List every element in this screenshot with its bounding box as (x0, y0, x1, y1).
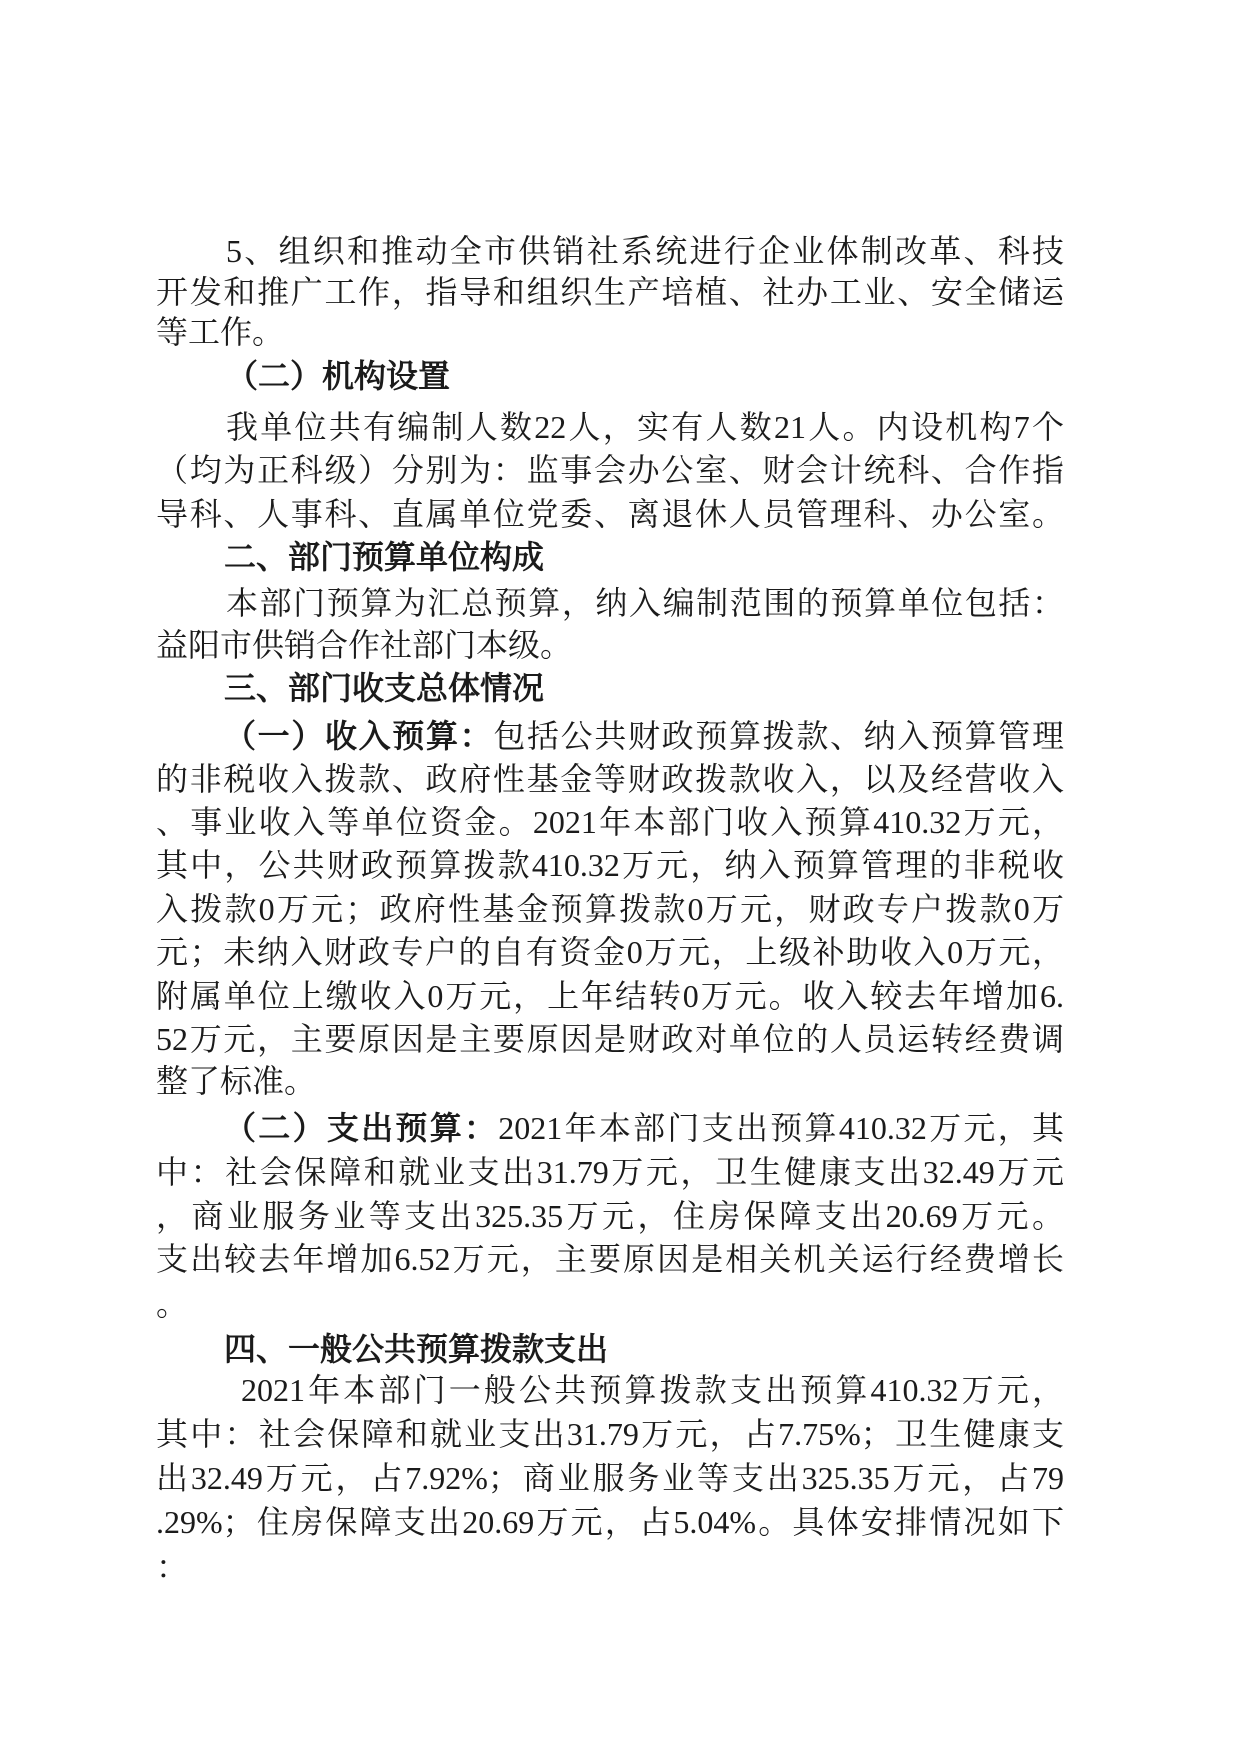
revenue-paragraph-line: 元；未纳入财政专户的自有资金0万元，上级补助收入0万元， (156, 934, 1064, 970)
general-budget-paragraph-line: .29%；住房保障支出20.69万元，占5.04%。具体安排情况如下 (156, 1504, 1064, 1540)
expenditure-text: 2021年本部门支出预算410.32万元，其 (498, 1110, 1064, 1146)
revenue-paragraph-line: 52万元，主要原因是主要原因是财政对单位的人员运转经费调 (156, 1021, 1064, 1057)
institution-paragraph-line: 导科、人事科、直属单位党委、离退休人员管理科、办公室。 (156, 496, 1064, 532)
expenditure-paragraph-line: 中：社会保障和就业支出31.79万元，卫生健康支出32.49万元 (156, 1154, 1064, 1190)
heading-general-public-budget-expenditure: 四、一般公共预算拨款支出 (224, 1331, 609, 1367)
revenue-paragraph-line (224, 714, 1064, 758)
revenue-paragraph-line: 整了标准。 (156, 1063, 317, 1099)
heading-overall-revenue-expenditure: 三、部门收支总体情况 (224, 670, 545, 706)
revenue-paragraph-line: 其中，公共财政预算拨款410.32万元，纳入预算管理的非税收 (156, 847, 1064, 883)
duty-item-5-line: 等工作。 (156, 314, 285, 350)
expenditure-paragraph-line: 支出较去年增加6.52万元，主要原因是相关机关运行经费增长 (156, 1241, 1064, 1277)
general-budget-paragraph-line: 出32.49万元，占7.92%；商业服务业等支出325.35万元，占79 (156, 1460, 1064, 1496)
revenue-text: 包括公共财政预算拨款、纳入预算管理 (493, 718, 1064, 754)
general-budget-paragraph-line: 2021年本部门一般公共预算拨款支出预算410.32万元， (241, 1372, 1064, 1408)
institution-paragraph-line: 我单位共有编制人数22人，实有人数21人。内设机构7个 (226, 409, 1064, 445)
heading-institution-setup: （二）机构设置 (226, 358, 451, 394)
institution-paragraph-line: （均为正科级）分别为：监事会办公室、财会计统科、合作指 (156, 452, 1064, 488)
expenditure-paragraph-line: ，商业服务业等支出325.35万元，住房保障支出20.69万元。 (156, 1198, 1064, 1234)
expenditure-paragraph-line (224, 1106, 1064, 1150)
general-budget-paragraph-line: 其中：社会保障和就业支出31.79万元，占7.75%；卫生健康支 (156, 1416, 1064, 1452)
duty-item-5-line: 开发和推广工作，指导和组织生产培植、社办工业、安全储运 (156, 274, 1064, 310)
general-budget-paragraph-line: ： (156, 1549, 189, 1585)
subheading-expenditure-budget: （二）支出预算： (224, 1110, 499, 1146)
budget-units-paragraph-line: 益阳市供销合作社部门本级。 (156, 627, 573, 663)
revenue-paragraph-line: 的非税收入拨款、政府性基金等财政拨款收入，以及经营收入 (156, 761, 1064, 797)
expenditure-paragraph-line: 。 (156, 1286, 189, 1322)
revenue-paragraph-line: 入拨款0万元；政府性基金预算拨款0万元，财政专户拨款0万 (156, 891, 1064, 927)
revenue-paragraph-line: 、事业收入等单位资金。2021年本部门收入预算410.32万元， (156, 804, 1064, 840)
revenue-paragraph-line: 附属单位上缴收入0万元，上年结转0万元。收入较去年增加6. (156, 978, 1064, 1014)
duty-item-5-line: 5、组织和推动全市供销社系统进行企业体制改革、科技 (226, 233, 1064, 269)
heading-budget-units: 二、部门预算单位构成 (224, 539, 545, 575)
budget-units-paragraph-line: 本部门预算为汇总预算，纳入编制范围的预算单位包括： (226, 585, 1064, 621)
subheading-revenue-budget: （一）收入预算： (224, 718, 494, 754)
